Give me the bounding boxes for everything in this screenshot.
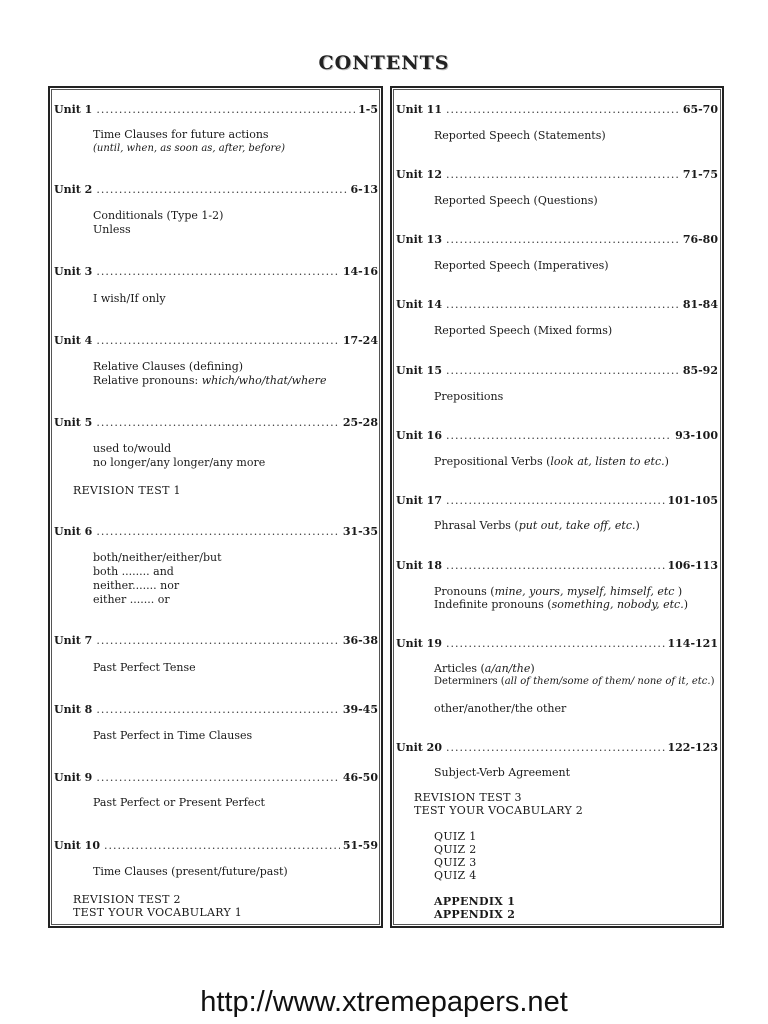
unit-pages: 25-28 xyxy=(342,416,378,429)
leader-dots xyxy=(96,265,339,278)
unit-pages: 76-80 xyxy=(682,233,718,246)
unit-entry xyxy=(54,334,378,347)
topic-text-italic: something, nobody, etc. xyxy=(551,598,684,611)
unit-pages: 39-45 xyxy=(342,703,378,716)
leader-dots xyxy=(96,525,339,538)
topic-line: neither....... nor xyxy=(93,579,180,592)
topic-line xyxy=(434,455,669,469)
leader-dots xyxy=(96,416,339,429)
topic-line: used to/would xyxy=(93,442,172,455)
unit-entry xyxy=(396,168,718,181)
leader-dots xyxy=(446,298,680,311)
unit-pages: 6-13 xyxy=(350,183,378,196)
unit-label: Unit 19 xyxy=(396,637,442,650)
unit-label: Unit 14 xyxy=(396,298,442,311)
unit-entry xyxy=(396,298,718,311)
revision-test-1: REVISION TEST 1 xyxy=(73,484,181,497)
topic-line: Relative Clauses (defining) xyxy=(93,360,244,373)
unit-label: Unit 15 xyxy=(396,364,442,377)
leader-dots xyxy=(446,168,680,181)
topic-line xyxy=(434,675,715,689)
leader-dots xyxy=(96,103,355,116)
leader-dots xyxy=(96,703,339,716)
topic-text: ) xyxy=(664,455,669,468)
unit-entry xyxy=(54,839,378,852)
unit-label: Unit 12 xyxy=(396,168,442,181)
unit-label: Unit 8 xyxy=(54,703,93,716)
unit-entry xyxy=(54,416,378,429)
topic-line: Reported Speech (Mixed forms) xyxy=(434,324,613,337)
topic-line: Unless xyxy=(93,223,131,236)
topic-text-italic: put out, take off, etc. xyxy=(518,519,636,532)
unit-entry xyxy=(396,637,718,650)
unit-label: Unit 10 xyxy=(54,839,100,852)
unit-pages: 81-84 xyxy=(682,298,718,311)
unit-entry xyxy=(54,103,378,116)
leader-dots xyxy=(446,559,665,572)
topic-line: other/another/the other xyxy=(434,702,567,715)
topic-line: either ....... or xyxy=(93,593,170,606)
topic-line: Reported Speech (Questions) xyxy=(434,194,598,207)
topic-line: Time Clauses for future actions xyxy=(93,128,269,141)
unit-entry xyxy=(396,233,718,246)
topic-text: ) xyxy=(674,585,683,598)
unit-pages: 93-100 xyxy=(675,429,718,442)
unit-pages: 51-59 xyxy=(342,839,378,852)
unit-label: Unit 5 xyxy=(54,416,93,429)
unit-pages: 71-75 xyxy=(682,168,718,181)
topic-text: Relative pronouns: xyxy=(93,374,202,387)
unit-label: Unit 13 xyxy=(396,233,442,246)
unit-label: Unit 20 xyxy=(396,741,442,754)
quiz-2: QUIZ 2 xyxy=(434,843,477,856)
unit-entry xyxy=(54,634,378,647)
leader-dots xyxy=(446,364,680,377)
footer-url: http://www.xtremepapers.net xyxy=(200,986,568,1018)
unit-entry xyxy=(396,741,718,754)
unit-pages: 31-35 xyxy=(342,525,378,538)
leader-dots xyxy=(96,771,339,784)
revision-test-3: REVISION TEST 3 xyxy=(414,791,522,804)
unit-pages: 114-121 xyxy=(667,637,718,650)
topic-text-italic: a/an/the xyxy=(484,662,531,675)
topic-text: Determiners ( xyxy=(434,676,505,687)
topic-line: Prepositions xyxy=(434,390,504,403)
unit-entry xyxy=(396,364,718,377)
topic-line: both ........ and xyxy=(93,565,174,578)
topic-line xyxy=(93,374,326,388)
unit-pages: 101-105 xyxy=(667,494,718,507)
page-title: CONTENTS xyxy=(318,52,450,74)
leader-dots xyxy=(446,429,672,442)
unit-label: Unit 4 xyxy=(54,334,93,347)
unit-pages: 46-50 xyxy=(342,771,378,784)
leader-dots xyxy=(96,334,339,347)
leader-dots xyxy=(96,183,347,196)
quiz-4: QUIZ 4 xyxy=(434,869,477,882)
unit-pages: 1-5 xyxy=(358,103,378,116)
topic-line xyxy=(434,585,682,599)
unit-entry xyxy=(54,525,378,538)
unit-entry xyxy=(54,183,378,196)
unit-label: Unit 7 xyxy=(54,634,93,647)
appendix-2: APPENDIX 2 xyxy=(434,908,516,921)
appendix-1: APPENDIX 1 xyxy=(434,895,516,908)
unit-entry xyxy=(396,494,718,507)
topic-text-italic: look at, listen to etc. xyxy=(550,455,665,468)
leader-dots xyxy=(446,637,665,650)
unit-entry xyxy=(54,703,378,716)
topic-line: Reported Speech (Statements) xyxy=(434,129,606,142)
topic-line: I wish/If only xyxy=(93,292,166,305)
topic-line: Time Clauses (present/future/past) xyxy=(93,865,288,878)
unit-label: Unit 9 xyxy=(54,771,93,784)
unit-pages: 17-24 xyxy=(342,334,378,347)
topic-line xyxy=(434,662,535,676)
topic-line: Reported Speech (Imperatives) xyxy=(434,259,609,272)
topic-line: Past Perfect or Present Perfect xyxy=(93,796,265,809)
quiz-3: QUIZ 3 xyxy=(434,856,477,869)
leader-dots xyxy=(96,634,339,647)
revision-test-2: REVISION TEST 2 xyxy=(73,893,181,906)
unit-label: Unit 18 xyxy=(396,559,442,572)
leader-dots xyxy=(446,233,680,246)
unit-entry xyxy=(396,429,718,442)
topic-text-italic: all of them/some of them/ none of it, etc. xyxy=(504,676,711,687)
unit-pages: 85-92 xyxy=(682,364,718,377)
topic-text: Indefinite pronouns ( xyxy=(434,598,552,611)
topic-text-italic: mine, yours, myself, himself, etc xyxy=(494,585,675,598)
unit-label: Unit 6 xyxy=(54,525,93,538)
topic-text: ) xyxy=(635,519,640,532)
vocabulary-test-2: TEST YOUR VOCABULARY 2 xyxy=(414,804,584,817)
unit-label: Unit 2 xyxy=(54,183,93,196)
topic-text: Phrasal Verbs ( xyxy=(434,519,519,532)
topic-line: both/neither/either/but xyxy=(93,551,222,564)
unit-pages: 106-113 xyxy=(667,559,718,572)
unit-label: Unit 1 xyxy=(54,103,93,116)
leader-dots xyxy=(104,839,340,852)
leader-dots xyxy=(446,103,680,116)
unit-label: Unit 16 xyxy=(396,429,442,442)
unit-label: Unit 3 xyxy=(54,265,93,278)
topic-text: ) xyxy=(530,662,535,675)
topic-line: (until, when, as soon as, after, before) xyxy=(93,143,286,154)
topic-text: Prepositional Verbs ( xyxy=(434,455,551,468)
quiz-1: QUIZ 1 xyxy=(434,830,477,843)
unit-label: Unit 11 xyxy=(396,103,442,116)
unit-entry xyxy=(396,103,718,116)
topic-text-italic: which/who/that/where xyxy=(201,374,327,387)
topic-text: Articles ( xyxy=(434,662,485,675)
topic-text: ) xyxy=(710,676,715,687)
unit-pages: 122-123 xyxy=(667,741,718,754)
topic-line: no longer/any longer/any more xyxy=(93,456,266,469)
unit-entry xyxy=(54,265,378,278)
topic-text: ) xyxy=(683,598,688,611)
vocabulary-test-1: TEST YOUR VOCABULARY 1 xyxy=(73,906,243,919)
unit-entry xyxy=(396,559,718,572)
unit-pages: 14-16 xyxy=(342,265,378,278)
topic-line: Past Perfect Tense xyxy=(93,661,196,674)
topic-line: Past Perfect in Time Clauses xyxy=(93,729,253,742)
unit-entry xyxy=(54,771,378,784)
unit-pages: 36-38 xyxy=(342,634,378,647)
topic-text: Pronouns ( xyxy=(434,585,495,598)
unit-label: Unit 17 xyxy=(396,494,442,507)
leader-dots xyxy=(446,741,665,754)
topic-line: Conditionals (Type 1-2) xyxy=(93,209,224,222)
topic-line xyxy=(434,519,640,533)
topic-line: Subject-Verb Agreement xyxy=(434,766,571,779)
topic-line xyxy=(434,598,688,612)
leader-dots xyxy=(446,494,665,507)
unit-pages: 65-70 xyxy=(682,103,718,116)
